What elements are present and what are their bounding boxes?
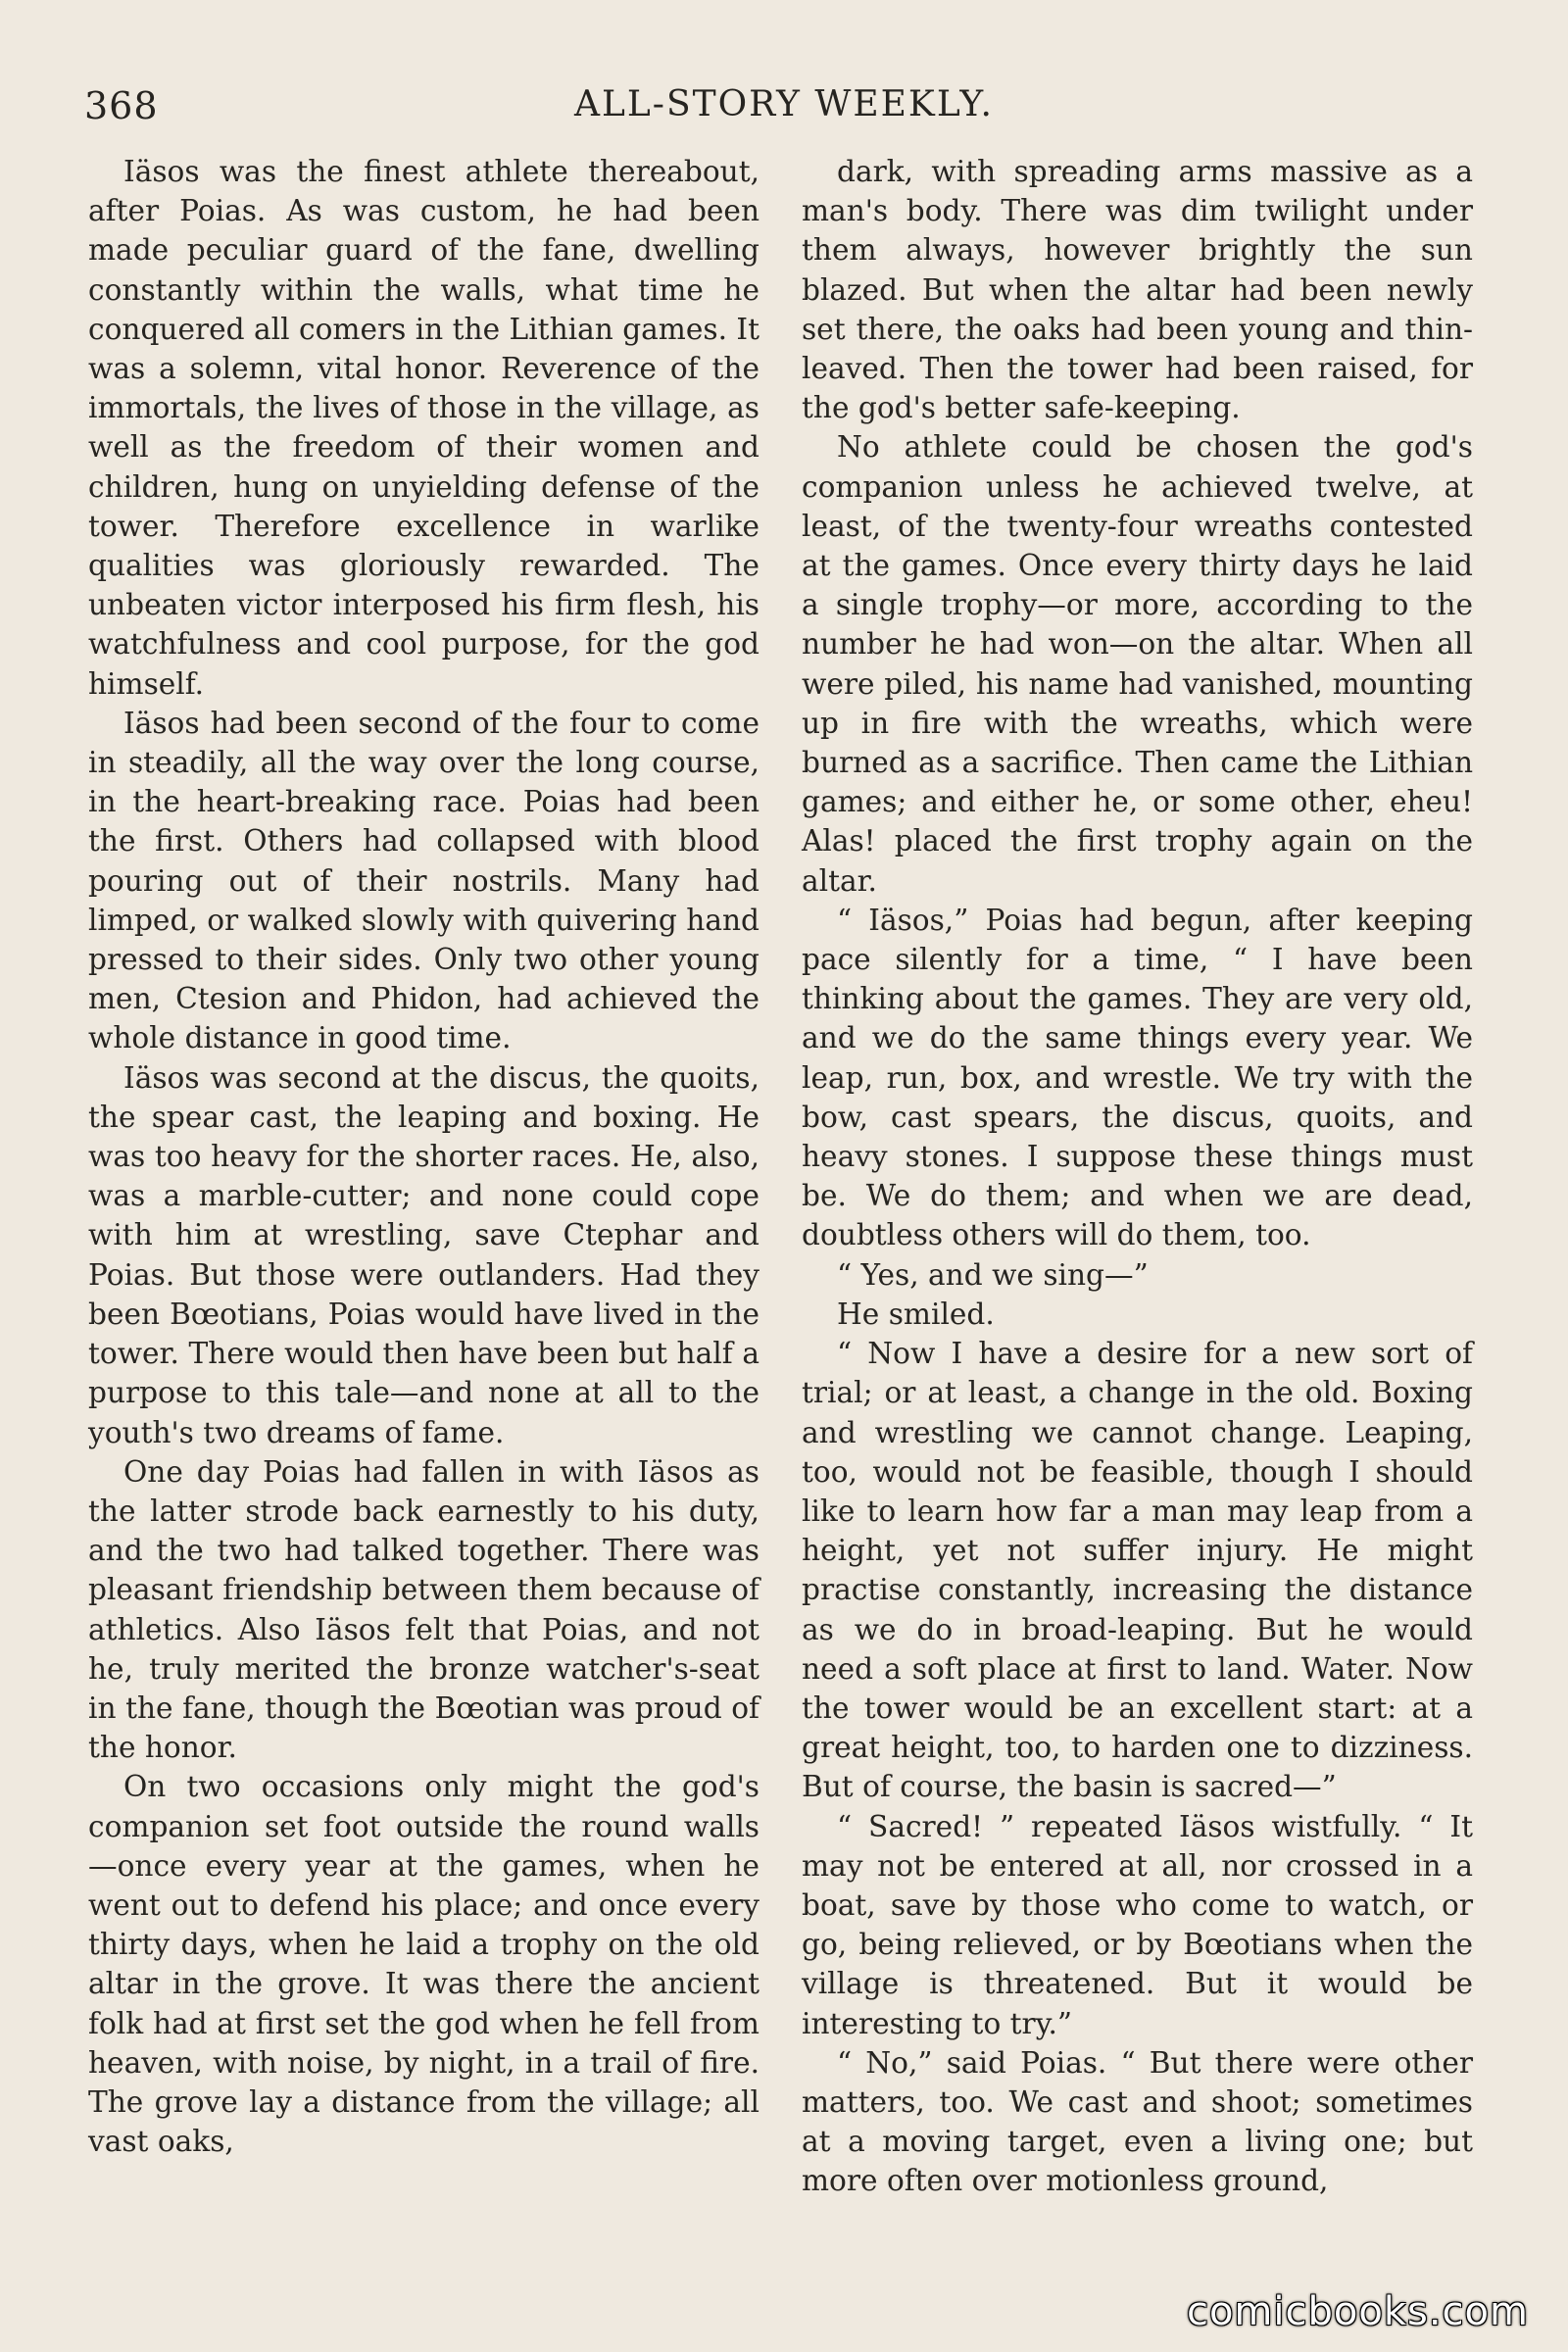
running-head: ALL-STORY WEEKLY.	[574, 84, 994, 124]
paragraph: Iäsos was the finest athlete thereabout, after Poias. As was custom, he had been made peculiar guard of the fane, dwelling constantly within the walls, what time he conquered all comers in the Lithian games. It was a solemn, vital honor. Reverence of the immortals, the lives of those in the village, as well as the freedom of their women and children, hung on unyielding defense of the tower. Therefore excellence in warlike qualities was gloriously rewarded. The unbeaten victor interposed his firm flesh, his watchfulness and cool purpose, for the god himself.	[88, 155, 760, 701]
paragraph: He smiled.	[837, 1297, 995, 1331]
right-column	[802, 152, 1473, 2201]
paragraph: “ No,” said Poias. “ But there were other matters, too. We cast and shoot; sometimes at a moving target, even a living one; but more often over motionless ground,	[802, 2045, 1473, 2198]
paragraph: “ Now I have a desire for a new sort of trial; or at least, a change in the old. Boxing and wrestling we cannot change. Leaping, too, would not be feasible, though I should like to learn how far a man may leap from a height, yet not suffer injury. He might practise constantly, increasing the distance as we do in broad-leaping. But he would need a soft place at first to land. Water. Now the tower would be an excellent start: at a great height, too, to harden one to dizziness. But of course, the basin is sacred—”	[802, 1337, 1473, 1804]
left-column	[88, 152, 760, 2161]
paragraph: One day Poias had fallen in with Iäsos as the latter strode back earnestly to his duty, and the two had talked together. There was pleasant friendship between them because of athletics. Also Iäsos felt that Poias, and not he, truly merited the bronze watcher's-seat in the fane, though the Bœotian was proud of the honor.	[88, 1454, 760, 1765]
paragraph: “ Yes, and we sing—”	[837, 1257, 1149, 1292]
paragraph: dark, with spreading arms massive as a man's body. There was dim twilight under them always, however brightly the sun blazed. But when the altar had been newly set there, the oaks had been young and thin-leaved. Then the tower had been raised, for the god's better safe-keeping.	[802, 155, 1473, 425]
paragraph: On two occasions only might the god's companion set foot outside the round walls —once every year at the games, when he went out to defend his place; and once every thirty days, when he laid a trophy on the old altar in the grove. It was there the ancient folk had at first set the god when he fell from heaven, with noise, by night, in a trail of fire. The grove lay a distance from the village; all vast oaks,	[88, 1770, 760, 2159]
paragraph: No athlete could be chosen the god's companion unless he achieved twelve, at least, of the twenty-four wreaths contested at the games. Once every thirty days he laid a single trophy—or more, according to the number he had won—on the altar. When all were piled, his name had vanished, mounting up in fire with the wreaths, which were burned as a sacrifice. Then came the Lithian games; and either he, or some other, eheu! Alas! placed the first trophy again on the altar.	[802, 430, 1473, 898]
paragraph: Iäsos was second at the discus, the quoits, the spear cast, the leaping and boxing. He was too heavy for the shorter races. He, also, was a marble-cutter; and none could cope with him at wrestling, save Ctephar and Poias. But those were outlanders. Had they been Bœotians, Poias would have lived in the tower. There would then have been but half a purpose to this tale—and none at all to the youth's two dreams of fame.	[88, 1060, 760, 1449]
page-number: 368	[84, 84, 159, 127]
page-header	[84, 84, 1484, 139]
paragraph: Iäsos had been second of the four to come in steadily, all the way over the long course, in the heart-breaking race. Poias had been the first. Others had collapsed with blood pouring out of their nostrils. Many had limped, or walked slowly with quivering hand pressed to their sides. Only two other young men, Ctesion and Phidon, had achieved the whole distance in good time.	[88, 706, 760, 1055]
paragraph: “ Sacred! ” repeated Iäsos wistfully. “ It may not be entered at all, nor crossed in a boat, save by those who come to watch, or go, being relieved, or by Bœotians when the village is threatened. But it would be interesting to try.”	[802, 1809, 1473, 2040]
watermark: comicbooks.com	[1186, 2289, 1529, 2334]
paragraph: “ Iäsos,” Poias had begun, after keeping pace silently for a time, “ I have been thinking about the games. They are very old, and we do the same things every year. We leap, run, box, and wrestle. We try with the bow, cast spears, the discus, quoits, and heavy stones. I suppose these things must be. We do them; and when we are dead, doubtless others will do them, too.	[802, 903, 1473, 1252]
